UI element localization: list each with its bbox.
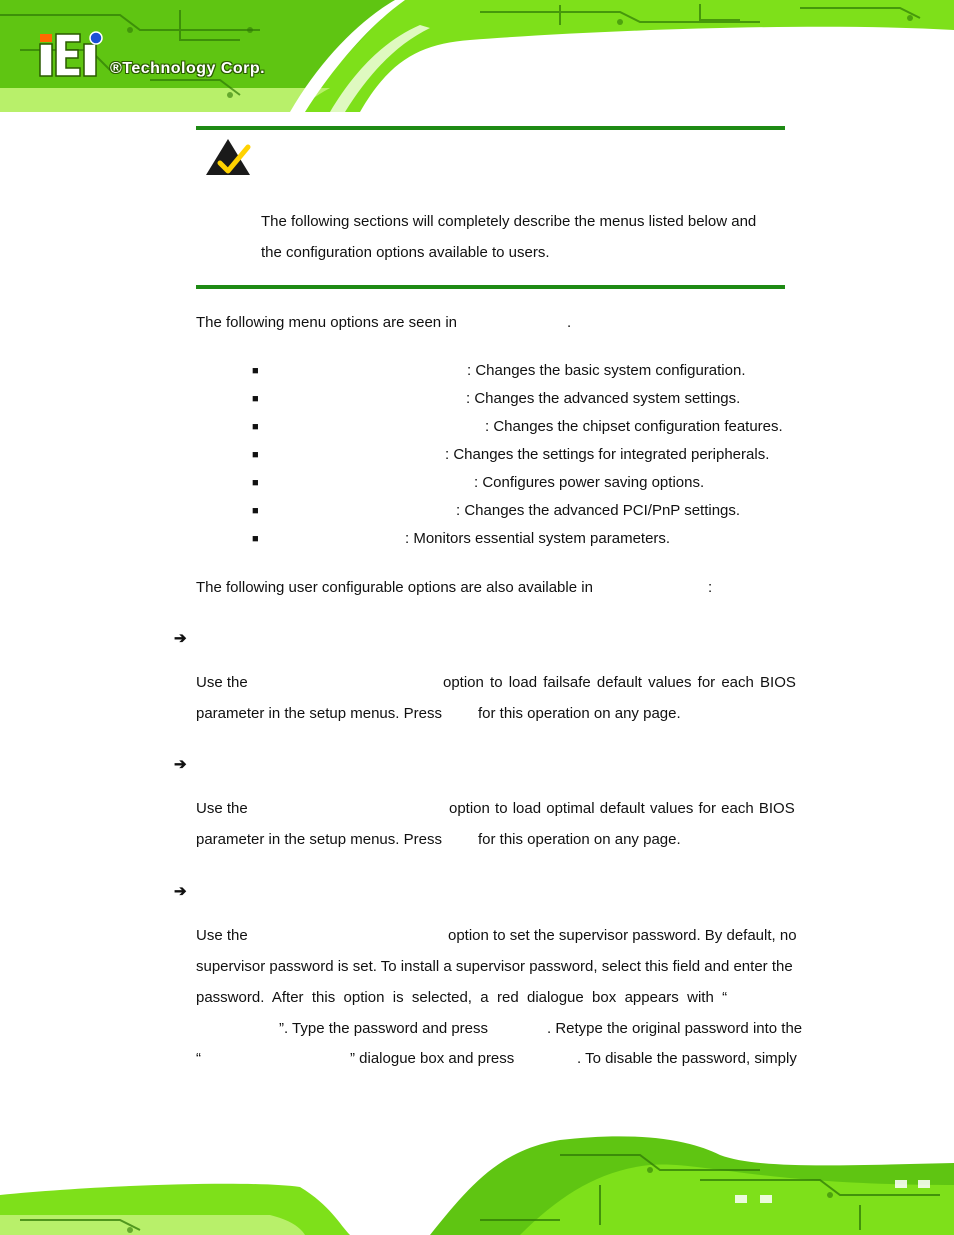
failsafe-l2b: for this operation on any page. <box>478 705 681 722</box>
failsafe-l1b: option to load failsafe default values for each BIOS <box>443 674 796 691</box>
menu-item-5: : Configures power saving options. <box>474 474 705 491</box>
menu-item-3: : Changes the chipset configuration features. <box>485 418 783 435</box>
bullet-icon: ■ <box>252 393 259 405</box>
intro-text: The following menu options are seen in <box>196 314 457 331</box>
supervisor-l4a: ”. Type the password and press <box>279 1020 489 1037</box>
menu-item-4: : Changes the settings for integrated peripherals. <box>445 446 770 463</box>
supervisor-l1a: Use the <box>196 927 248 944</box>
optimal-l2a: parameter in the setup menus. Press <box>196 831 442 848</box>
arrow-icon: ➔ <box>174 630 187 647</box>
menu-item-1: : Changes the basic system configuration. <box>467 362 746 379</box>
supervisor-l3: password. After this option is selected, a red dialogue box appears with “ <box>196 989 728 1006</box>
menu-item-7: : Monitors essential system parameters. <box>405 530 671 547</box>
supervisor-l4b: . Retype the original password into the <box>547 1020 803 1037</box>
bullet-icon: ■ <box>252 365 259 377</box>
optimal-l2b: for this operation on any page. <box>478 831 681 848</box>
intro-end: . <box>567 314 572 331</box>
supervisor-l5b: ” dialogue box and press <box>350 1050 515 1067</box>
brand-name: ®Technology Corp. <box>110 60 266 77</box>
optimal-l1b: option to load optimal default values for each BIOS <box>449 800 795 817</box>
note-text <box>261 206 791 268</box>
arrow-icon: ➔ <box>174 756 187 773</box>
supervisor-l1b: option to set the supervisor password. By default, no <box>448 927 797 944</box>
bullet-icon: ■ <box>252 449 259 461</box>
menu-item-2: : Changes the advanced system settings. <box>466 390 741 407</box>
bullet-icon: ■ <box>252 421 259 433</box>
header-circuit-banner <box>0 0 954 112</box>
failsafe-l2a: parameter in the setup menus. Press <box>196 705 442 722</box>
user-options-end: : <box>708 579 713 596</box>
note-line-2: the configuration options available to users. <box>261 244 550 261</box>
bullet-icon: ■ <box>252 505 259 517</box>
user-options-text: The following user configurable options are also available in <box>196 579 593 596</box>
supervisor-l5c: . To disable the password, simply <box>577 1050 797 1067</box>
supervisor-l5a: “ <box>196 1050 201 1067</box>
note-top-rule <box>196 126 785 130</box>
footer-circuit-banner <box>0 1125 954 1235</box>
arrow-icon: ➔ <box>174 883 187 900</box>
iei-logo-icon <box>38 30 106 78</box>
note-line-1: The following sections will completely describe the menus listed below and <box>261 213 757 230</box>
failsafe-l1a: Use the <box>196 674 248 691</box>
note-check-icon <box>204 137 256 177</box>
note-bottom-rule <box>196 285 785 289</box>
bullet-icon: ■ <box>252 477 259 489</box>
supervisor-l2: supervisor password is set. To install a supervisor password, select this field and enter the <box>196 958 793 975</box>
menu-item-6: : Changes the advanced PCI/PnP settings. <box>456 502 741 519</box>
optimal-l1a: Use the <box>196 800 248 817</box>
bullet-icon: ■ <box>252 533 259 545</box>
